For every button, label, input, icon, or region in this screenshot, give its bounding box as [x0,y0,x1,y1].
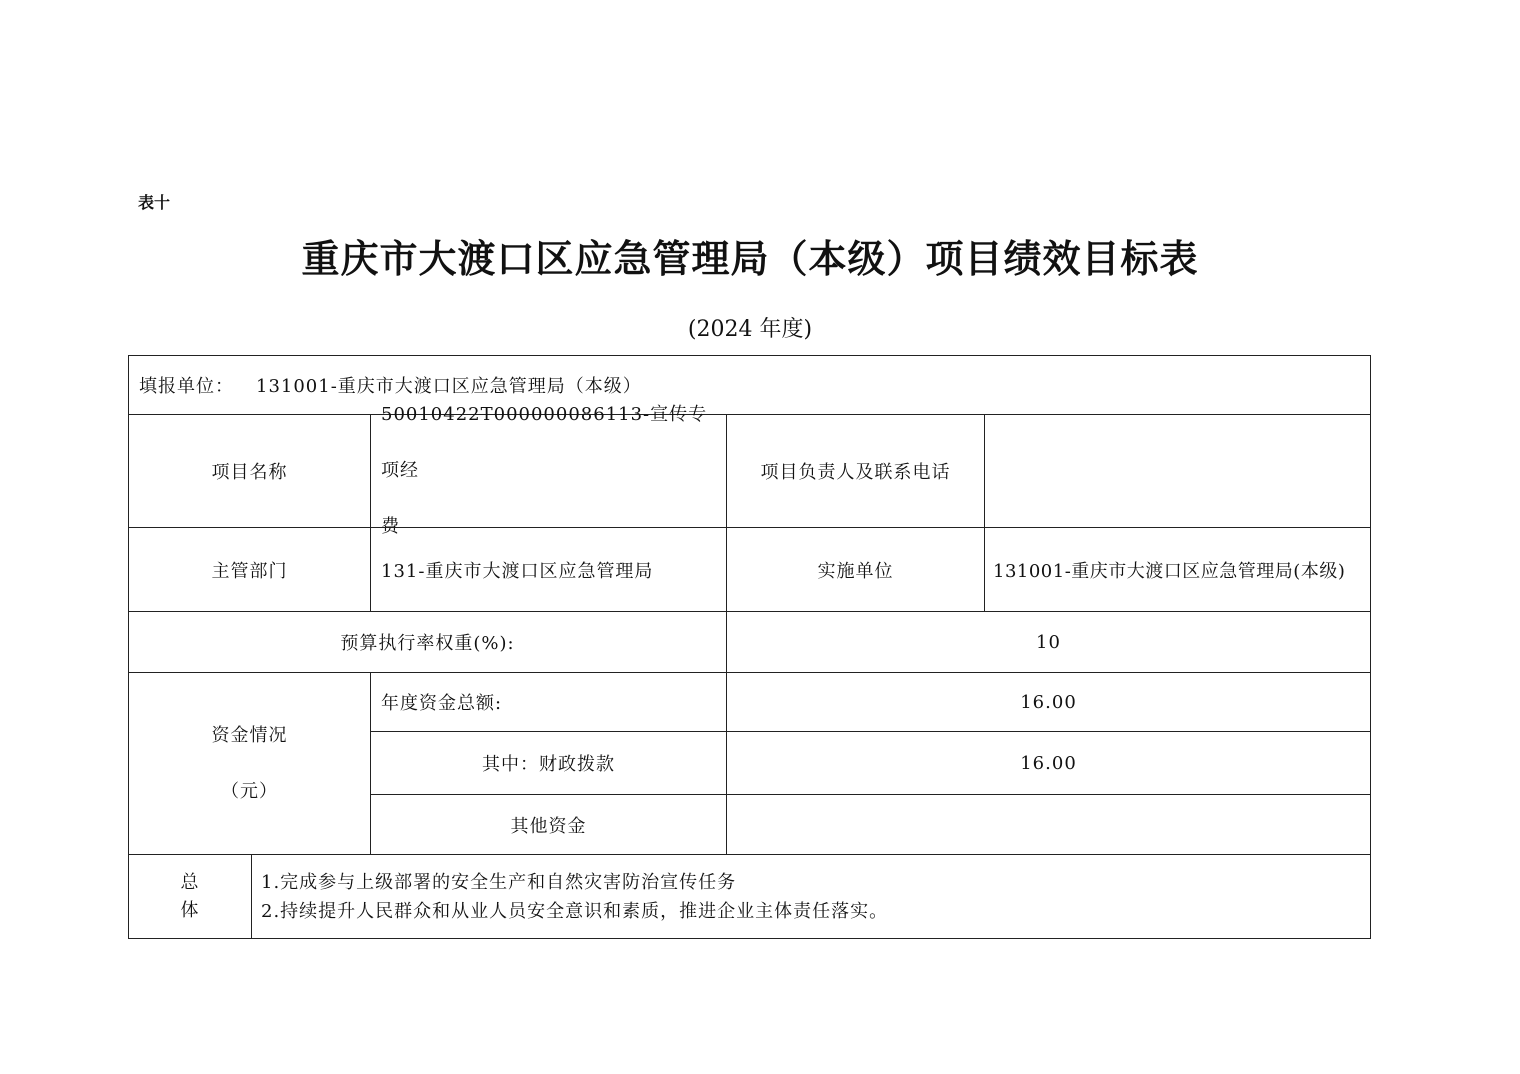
overall-goal-label-char2: 体 [180,899,200,921]
department-label-text: 主管部门 [211,560,288,582]
department-value [370,527,727,612]
project-contact-value [984,414,1371,528]
project-name-value-line1: 50010422T000000086113-宣传专项经 [381,404,708,481]
overall-goal-line1: 1.完成参与上级部署的安全生产和自然灾害防治宣传任务 [261,871,737,893]
page-subtitle: (2024 年度) [687,317,813,342]
overall-goal-label-char1: 总 [180,871,200,893]
overall-goal-label [128,854,252,939]
performance-table [128,355,1371,939]
department-value-text: 131-重庆市大渡口区应急管理局 [381,560,654,582]
department-label [128,527,371,612]
other-funds-label-text: 其他资金 [510,815,587,837]
overall-goal-content [251,854,1371,939]
annual-total-label [370,672,727,732]
reporting-unit-label: 填报单位： [139,376,234,397]
funding-label [128,672,371,855]
project-name-value-line2: 费 [381,516,400,537]
project-name-value [370,404,727,537]
reporting-unit-value: 131001-重庆市大渡口区应急管理局（本级） [256,376,642,397]
annual-total-label-text: 年度资金总额: [381,693,503,714]
budget-weight-value [726,611,1371,673]
project-contact-label [726,414,985,528]
funding-label-line1: 资金情况 [211,724,288,746]
implementing-unit-label-text: 实施单位 [817,560,894,582]
budget-weight-label-text: 预算执行率权重(%): [340,633,515,654]
implementing-unit-label [726,527,985,612]
reporting-unit-row [128,355,1371,415]
overall-goal-line2: 2.持续提升人民群众和从业人员安全意识和素质，推进企业主体责任落实。 [261,900,889,922]
fiscal-allocation-value-text: 16.00 [1020,752,1077,774]
fiscal-allocation-label-text: 其中：财政拨款 [482,754,615,775]
other-funds-label [370,794,727,855]
project-name-label-text: 项目名称 [211,462,288,483]
fiscal-allocation-label [370,731,727,795]
budget-weight-value-text: 10 [1036,631,1061,653]
fiscal-allocation-value [726,731,1371,795]
implementing-unit-value [984,527,1371,612]
project-name-label [128,414,371,528]
budget-weight-label [128,611,727,673]
project-contact-label-text: 项目负责人及联系电话 [760,462,951,483]
annual-total-value [726,672,1371,732]
table-label: 表十 [138,193,171,212]
funding-label-line2: （元） [221,780,278,802]
other-funds-value [726,794,1371,855]
implementing-unit-value-text: 131001-重庆市大渡口区应急管理局(本级) [993,560,1346,582]
page-title: 重庆市大渡口区应急管理局（本级）项目绩效目标表 [301,237,1199,281]
annual-total-value-text: 16.00 [1020,691,1077,713]
